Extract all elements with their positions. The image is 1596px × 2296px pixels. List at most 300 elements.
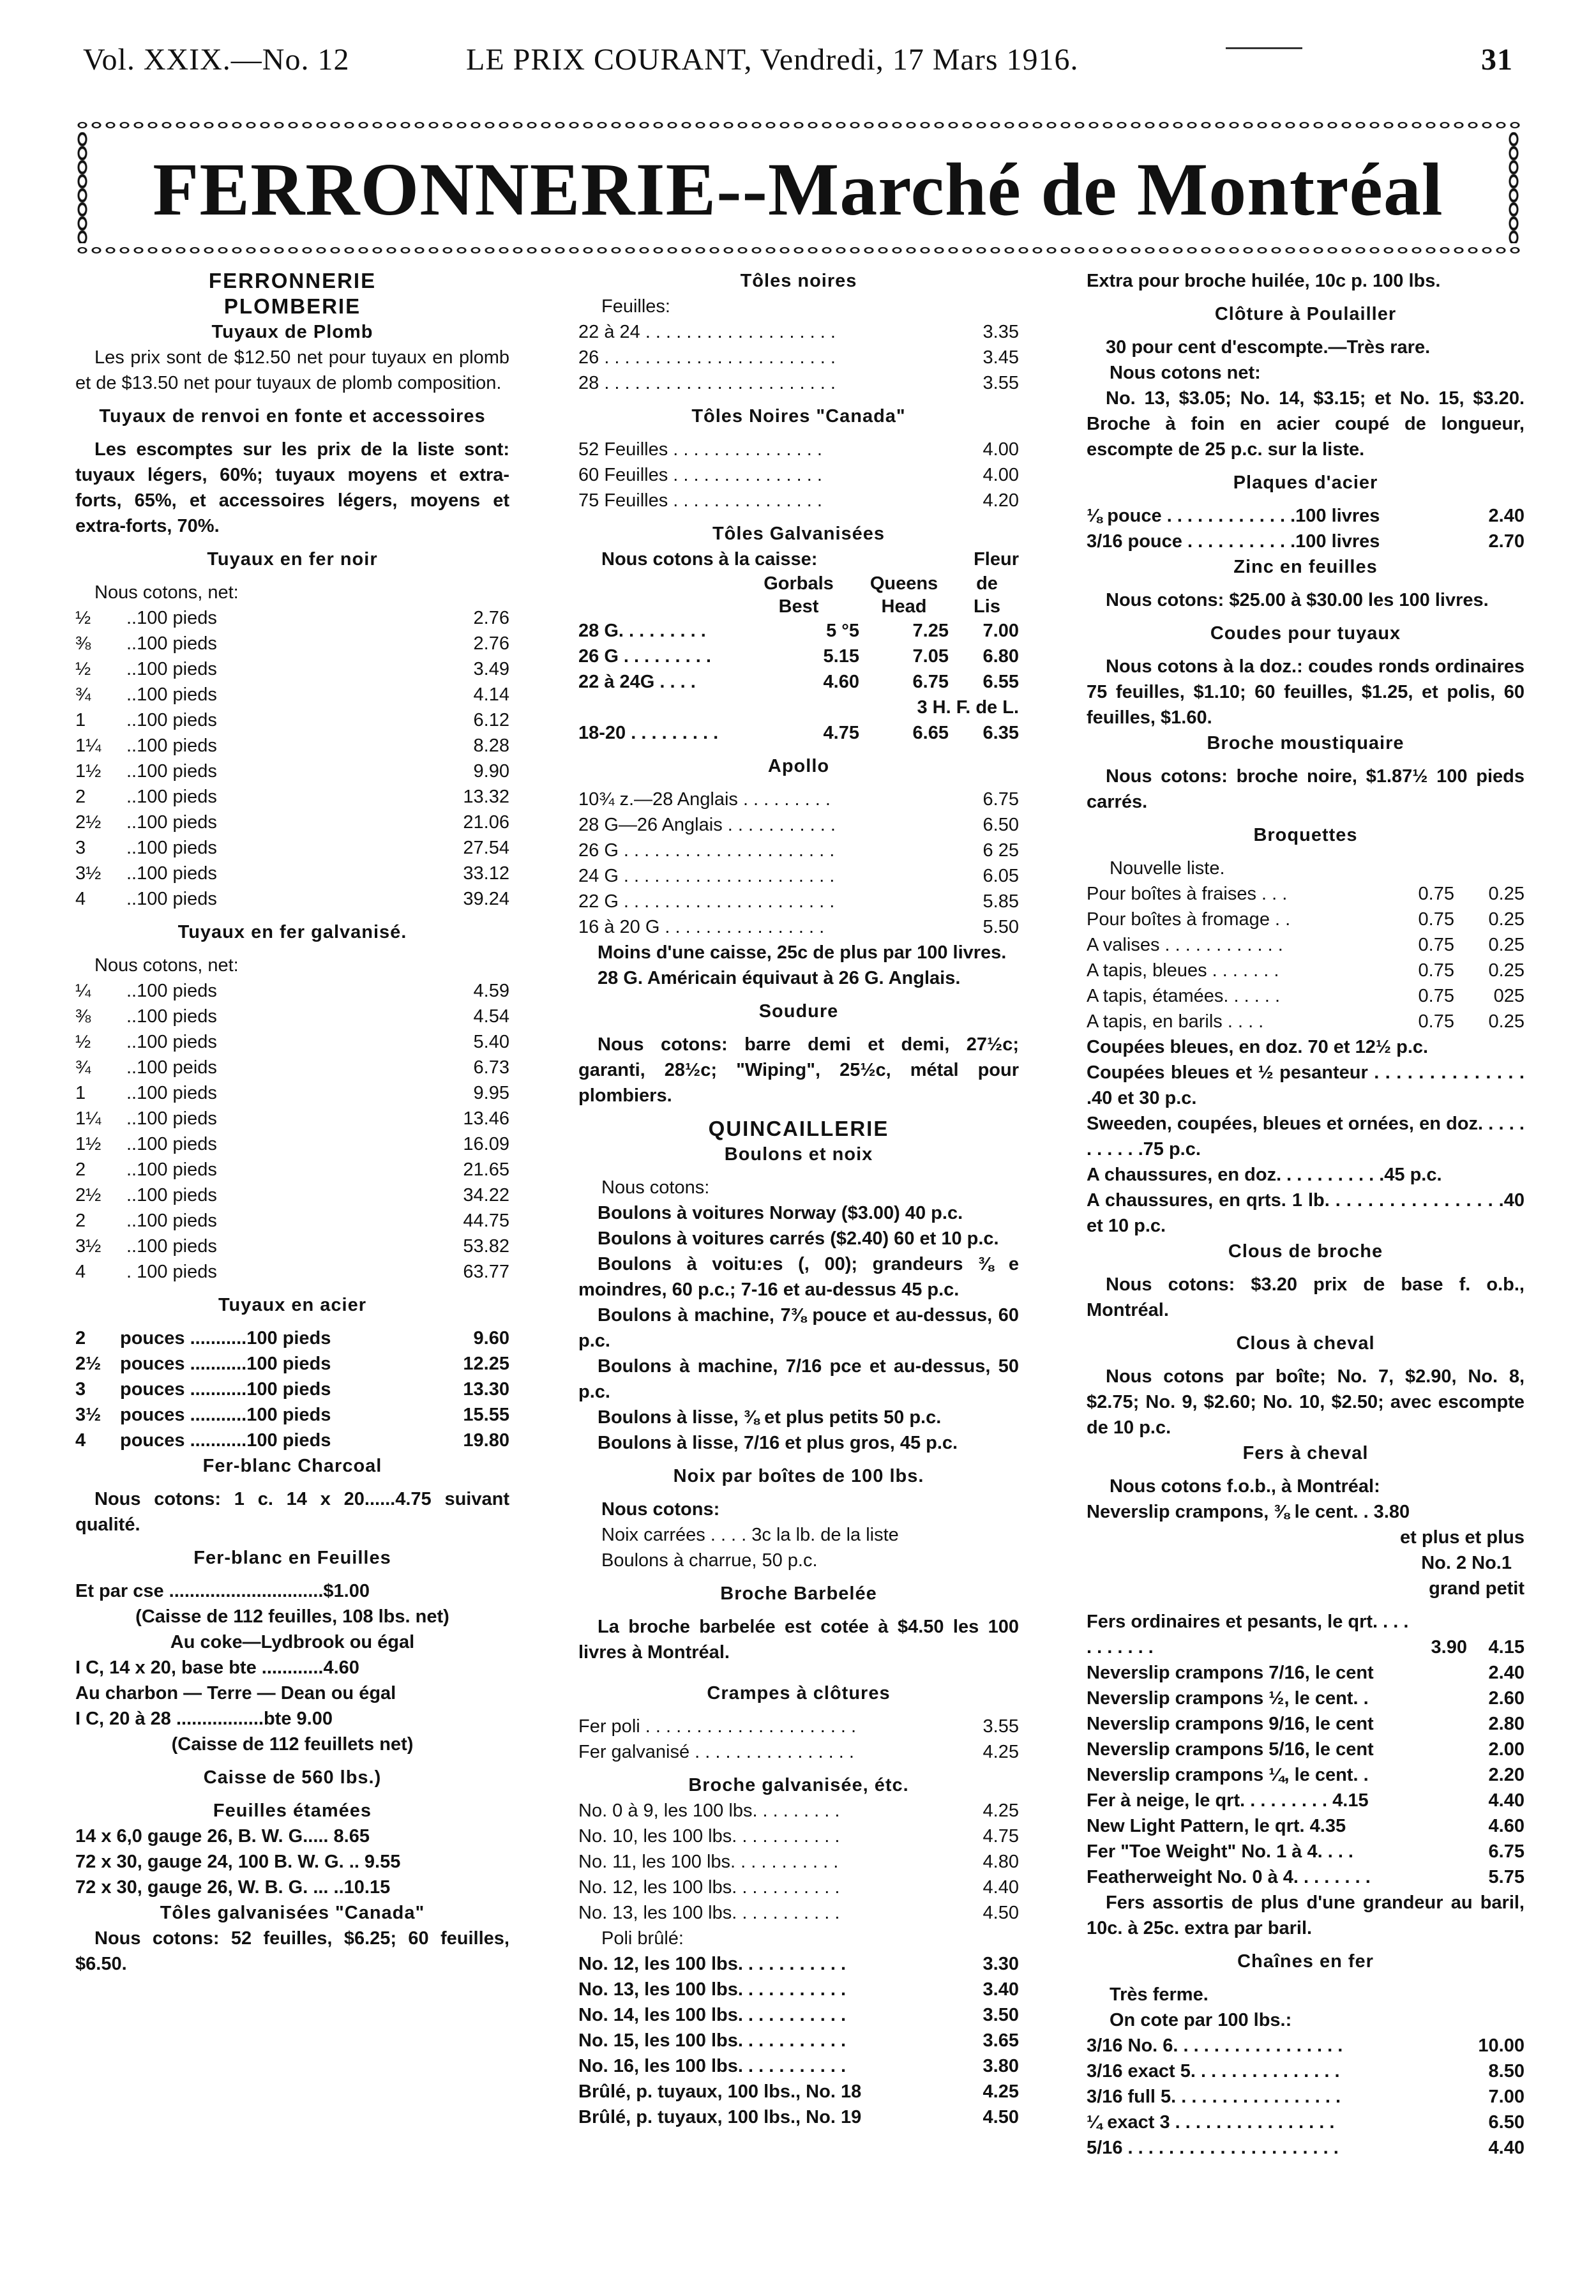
item-label: Fer galvanisé . . . . . . . . . . . . . . . . bbox=[578, 1742, 854, 1762]
broquette-row bbox=[1087, 907, 1524, 932]
item-size: 4 bbox=[75, 889, 86, 909]
item-label: Brûlé, p. tuyaux, 100 lbs., No. 19 bbox=[578, 2107, 862, 2127]
item-price: 34.22 bbox=[463, 1185, 509, 1205]
item-label: No. 10, les 100 lbs. . . . . . . . . . . bbox=[578, 1826, 840, 1847]
price-row bbox=[578, 838, 1019, 863]
heading-zinc: Zinc en feuilles bbox=[1233, 557, 1378, 577]
item-label: 24 G . . . . . . . . . . . . . . . . . . . . . bbox=[578, 866, 835, 886]
journal-title-date: LE PRIX COURANT, Vendredi, 17 Mars 1916. bbox=[466, 43, 1079, 77]
feuilles-line: I C, 20 à 28 .................bte 9.00 bbox=[75, 1709, 333, 1729]
galv-fleur: Fleur bbox=[974, 549, 1019, 570]
text-line: Boulons à lisse, 7/16 et plus gros, 45 p.c. bbox=[598, 1433, 958, 1453]
crampes-list bbox=[578, 1714, 1019, 1765]
item-label: Pour boîtes à fraises . . . bbox=[1087, 884, 1288, 904]
price-row bbox=[75, 978, 509, 1004]
item-price: 4.40 bbox=[1488, 2138, 1524, 2158]
heading-moustiquaire: Broche moustiquaire bbox=[1207, 733, 1404, 753]
item-price: 4.00 bbox=[982, 465, 1019, 485]
item-price: 4.20 bbox=[982, 490, 1019, 511]
price-row bbox=[75, 810, 509, 835]
text-line: Boulons à lisse, ⅜ et plus petits 50 p.c. bbox=[598, 1407, 942, 1428]
galv-col-queens: Queens Head bbox=[870, 573, 938, 617]
broquette-row bbox=[1087, 1009, 1524, 1034]
paragraph-soudure: Nous cotons: barre demi et demi, 27½c; garanti, 28½c; "Wiping", 25½c, métal pour plombiers. bbox=[578, 1034, 1019, 1106]
fers-list bbox=[1087, 1660, 1524, 1788]
item-size: 3½ bbox=[75, 863, 102, 884]
item-size: 1 bbox=[75, 1083, 86, 1103]
paragraph-toles-galv-canada: Nous cotons: 52 feuilles, $6.25; 60 feuilles, $6.50. bbox=[75, 1928, 509, 1974]
galv-queens: 7.25 bbox=[912, 621, 949, 641]
galv-col-gorbals: Gorbals Best bbox=[764, 573, 834, 617]
item-price: 3.65 bbox=[982, 2030, 1019, 2051]
item-price: 2.40 bbox=[1488, 506, 1524, 526]
item-size: ⅜ bbox=[75, 633, 91, 654]
fers-sub: et plus et plus bbox=[1400, 1527, 1524, 1548]
price-row bbox=[578, 1951, 1019, 1977]
item-label: 22 à 24 . . . . . . . . . . . . . . . . . . . bbox=[578, 322, 836, 342]
item-price-a: 0.75 bbox=[1418, 1011, 1454, 1032]
price-row bbox=[75, 682, 509, 707]
price-row bbox=[578, 1977, 1019, 2002]
galv-table-header bbox=[578, 572, 1019, 618]
paragraph-renvoi: Les escomptes sur les prix de la liste sont: tuyaux légers, 60%; tuyaux moyens et extra-forts, 65%, et accessoires légers, moyens et extra-forts, 70%. bbox=[75, 439, 509, 536]
heading-coudes: Coudes pour tuyaux bbox=[1210, 623, 1401, 644]
fers-row: Fer à neige, le qrt. . . . . . . . . 4.15 4.40 bbox=[1087, 1790, 1524, 1811]
banner-title: FERRONNERIE--Marché de Montréal bbox=[153, 147, 1443, 231]
item-size: 2 bbox=[75, 787, 86, 807]
item-size: 2½ bbox=[75, 812, 102, 833]
item-unit: ..100 pieds bbox=[126, 1108, 217, 1129]
poli-brule-label: Poli brûlé: bbox=[601, 1928, 684, 1949]
item-label: ¼ exact 3 . . . . . . . . . . . . . . . . bbox=[1087, 2112, 1335, 2133]
heading-toles-galv-canada: Tôles galvanisées "Canada" bbox=[160, 1903, 425, 1923]
feuilles-line: I C, 14 x 20, base bte ............4.60 bbox=[75, 1658, 359, 1678]
item-price: 33.12 bbox=[463, 863, 509, 884]
item-price: 5.50 bbox=[982, 917, 1019, 937]
item-label: Neverslip crampons ½, le cent. . bbox=[1087, 1688, 1369, 1709]
broquette-row bbox=[1087, 881, 1524, 907]
galv-gauge: 28 G. . . . . . . . . bbox=[578, 621, 706, 641]
price-row bbox=[75, 1208, 509, 1234]
heading-etamees: Feuilles étamées bbox=[213, 1801, 372, 1821]
text-line: A chaussures, en doz. . . . . . . . . . .45 p.c. bbox=[1087, 1165, 1442, 1185]
heading-fers-cheval: Fers à cheval bbox=[1242, 1443, 1369, 1463]
text-line: 72 x 30, gauge 26, W. B. G. ... ..10.15 bbox=[75, 1877, 391, 1898]
item-label: No. 13, les 100 lbs. . . . . . . . . . . bbox=[578, 1903, 840, 1923]
item-unit: ..100 pieds bbox=[126, 812, 217, 833]
item-price: 10.00 bbox=[1478, 2035, 1524, 2056]
item-size: 1½ bbox=[75, 761, 102, 782]
apollo-note: 28 G. Américain équivaut à 26 G. Anglais. bbox=[598, 968, 961, 988]
item-unit: ..100 pieds bbox=[126, 863, 217, 884]
galv-row bbox=[578, 669, 1019, 695]
price-row bbox=[75, 1259, 509, 1285]
paragraph-coudes: Nous cotons à la doz.: coudes ronds ordinaires 75 feuilles, $1.10; 60 feuilles, $1.25, et polis, 60 feuilles, $1.60. bbox=[1087, 656, 1524, 728]
item-price: 9.60 bbox=[473, 1328, 509, 1348]
item-unit: ..100 pieds bbox=[126, 1083, 217, 1103]
heading-feuilles: Fer-blanc en Feuilles bbox=[193, 1548, 391, 1568]
item-unit: ..100 pieds bbox=[126, 710, 217, 730]
price-row bbox=[1087, 1762, 1524, 1788]
fers-note: Fers assortis de plus d'une grandeur au baril, 10c. à 25c. extra par baril. bbox=[1087, 1892, 1524, 1938]
price-row bbox=[1087, 2110, 1524, 2135]
paragraph-moustiquaire: Nous cotons: broche noire, $1.87½ 100 pieds carrés. bbox=[1087, 766, 1524, 812]
price-row bbox=[75, 1182, 509, 1208]
feuilles-line: (Caisse de 112 feuillets net) bbox=[171, 1734, 414, 1755]
price-row bbox=[1087, 1711, 1524, 1737]
galv-gorbals: 5 °5 bbox=[826, 621, 859, 641]
item-price: 7.00 bbox=[1488, 2087, 1524, 2107]
heading-soudure: Soudure bbox=[758, 1001, 839, 1022]
toles-noires-list bbox=[578, 319, 1019, 396]
item-size: ½ bbox=[75, 608, 91, 628]
item-size: 2 bbox=[75, 1328, 86, 1348]
fer-noir-intro: Nous cotons, net: bbox=[94, 582, 239, 603]
fer-galv-price-list bbox=[75, 978, 509, 1285]
item-price: 6.05 bbox=[982, 866, 1019, 886]
galv-gorbals: 4.60 bbox=[823, 672, 859, 692]
apollo-list bbox=[578, 787, 1019, 940]
price-row bbox=[578, 345, 1019, 370]
item-unit: ..100 pieds bbox=[126, 1032, 217, 1052]
price-row bbox=[1087, 529, 1524, 554]
item-label: No. 13, les 100 lbs. . . . . . . . . . . bbox=[578, 1979, 847, 2000]
feuilles-line: (Caisse de 112 feuilles, 108 lbs. net) bbox=[135, 1606, 449, 1627]
price-row bbox=[75, 1106, 509, 1131]
item-label: No. 0 à 9, les 100 lbs. . . . . . . . . bbox=[578, 1801, 840, 1821]
heading-fer-noir: Tuyaux en fer noir bbox=[207, 549, 378, 570]
item-price: 9.95 bbox=[473, 1083, 509, 1103]
item-price-b: 0.25 bbox=[1488, 1011, 1524, 1032]
item-price: 4.25 bbox=[982, 2081, 1019, 2102]
item-size: 3½ bbox=[75, 1405, 102, 1425]
price-row bbox=[578, 1849, 1019, 1875]
item-price: 3.40 bbox=[982, 1979, 1019, 2000]
item-label: No. 15, les 100 lbs. . . . . . . . . . . bbox=[578, 2030, 847, 2051]
broquettes-intro: Nouvelle liste. bbox=[1110, 858, 1225, 879]
item-price: 4.50 bbox=[982, 1903, 1019, 1923]
fers-line: Neverslip crampons, ⅜ le cent. . 3.80 bbox=[1087, 1502, 1410, 1522]
price-row bbox=[1087, 1660, 1524, 1686]
item-price-a: 0.75 bbox=[1418, 986, 1454, 1006]
item-price: 4.00 bbox=[982, 439, 1019, 460]
item-label: 22 G . . . . . . . . . . . . . . . . . . . . . bbox=[578, 891, 835, 912]
item-size: 2½ bbox=[75, 1185, 102, 1205]
item-price: 6.12 bbox=[473, 710, 509, 730]
item-price: 8.28 bbox=[473, 736, 509, 756]
price-row bbox=[578, 2104, 1019, 2130]
etamees-list bbox=[75, 1824, 509, 1900]
heading-noix: Noix par boîtes de 100 lbs. bbox=[673, 1466, 924, 1486]
galv-row bbox=[578, 644, 1019, 669]
price-row bbox=[75, 656, 509, 682]
galv-queens: 7.05 bbox=[912, 646, 949, 667]
item-unit: pouces ...........100 pieds bbox=[120, 1405, 331, 1425]
chain-border-top bbox=[75, 118, 1521, 132]
paragraph-clous-cheval: Nous cotons par boîte; No. 7, $2.90, No. 8, $2.75; No. 9, $2.60; No. 10, $2.50; avec escompte de 10 p.c. bbox=[1087, 1366, 1524, 1438]
item-price: 2.80 bbox=[1488, 1714, 1524, 1734]
price-row bbox=[578, 1714, 1019, 1739]
price-row bbox=[75, 1029, 509, 1055]
paragraph-cloture-2: No. 13, $3.05; No. 14, $3.15; et No. 15, $3.20. Broche à foin en acier coupé de longueur, escompte de 25 p.c. sur la liste. bbox=[1087, 388, 1524, 460]
price-row bbox=[75, 1402, 509, 1428]
fers-row: New Light Pattern, le qrt. 4.35 4.60 bbox=[1087, 1816, 1524, 1836]
item-size: ⅜ bbox=[75, 1006, 91, 1027]
item-price: 8.50 bbox=[1488, 2061, 1524, 2081]
item-label: 60 Feuilles . . . . . . . . . . . . . . . bbox=[578, 465, 822, 485]
item-price: 2.40 bbox=[1488, 1663, 1524, 1683]
item-label: A tapis, bleues . . . . . . . bbox=[1087, 960, 1279, 981]
item-size: 1 bbox=[75, 710, 86, 730]
price-row bbox=[578, 462, 1019, 488]
noix-intro: Nous cotons: bbox=[601, 1499, 720, 1520]
heading-plaques: Plaques d'acier bbox=[1233, 472, 1378, 493]
item-price: 6.75 bbox=[982, 789, 1019, 810]
acier-price-list bbox=[75, 1325, 509, 1453]
item-label: Brûlé, p. tuyaux, 100 lbs., No. 18 bbox=[578, 2081, 862, 2102]
item-price: 44.75 bbox=[463, 1211, 509, 1231]
item-price-b: 0.25 bbox=[1488, 960, 1524, 981]
item-price: 4.40 bbox=[982, 1877, 1019, 1898]
price-row bbox=[1087, 2058, 1524, 2084]
item-label: 10¾ z.—28 Anglais . . . . . . . . . bbox=[578, 789, 831, 810]
item-price: 39.24 bbox=[463, 889, 509, 909]
price-row bbox=[75, 1351, 509, 1377]
cloture-intro: Nous cotons net: bbox=[1110, 363, 1261, 383]
price-row bbox=[75, 707, 509, 733]
poli-brule-list bbox=[578, 1951, 1019, 2130]
price-row bbox=[75, 1377, 509, 1402]
item-price: 6 25 bbox=[982, 840, 1019, 861]
item-label: 26 . . . . . . . . . . . . . . . . . . . . . . . bbox=[578, 347, 836, 368]
item-price: 3.49 bbox=[473, 659, 509, 679]
heading-toles-noires: Tôles noires bbox=[740, 271, 857, 291]
galv-gauge: 22 à 24G . . . . bbox=[578, 672, 696, 692]
item-label: ⅛ pouce . . . . . . . . . . . . .100 livres bbox=[1087, 506, 1380, 526]
price-row bbox=[75, 631, 509, 656]
galv-row bbox=[578, 618, 1019, 644]
fers-intro: Nous cotons f.o.b., à Montréal: bbox=[1110, 1476, 1380, 1497]
item-label: 16 à 20 G . . . . . . . . . . . . . . . . bbox=[578, 917, 825, 937]
item-label: 3/16 pouce . . . . . . . . . . .100 livres bbox=[1087, 531, 1380, 552]
item-price-a: 0.75 bbox=[1418, 935, 1454, 955]
text-line: Boulons à machine, 7⅜ pouce et au-dessus, 60 p.c. bbox=[578, 1305, 1019, 1351]
feuilles-line: Et par cse ..............................$1.00 bbox=[75, 1581, 370, 1601]
volume-number: Vol. XXIX.—No. 12 bbox=[83, 43, 350, 77]
price-row bbox=[75, 1131, 509, 1157]
item-unit: ..100 pieds bbox=[126, 1006, 217, 1027]
price-row bbox=[578, 2053, 1019, 2079]
fers-sub: grand petit bbox=[1429, 1578, 1524, 1599]
heading-quincaillerie: QUINCAILLERIE bbox=[708, 1117, 889, 1140]
item-price: 3.35 bbox=[982, 322, 1019, 342]
item-label: No. 11, les 100 lbs. . . . . . . . . . . bbox=[578, 1852, 839, 1872]
item-unit: ..100 pieds bbox=[126, 1185, 217, 1205]
price-row bbox=[578, 787, 1019, 812]
item-label: 3/16 No. 6. . . . . . . . . . . . . . . . . bbox=[1087, 2035, 1343, 2056]
item-label: No. 12, les 100 lbs. . . . . . . . . . . bbox=[578, 1877, 840, 1898]
heading-boulons: Boulons et noix bbox=[724, 1144, 873, 1165]
heading-toles-galvanisees: Tôles Galvanisées bbox=[712, 524, 885, 544]
price-row bbox=[75, 835, 509, 861]
item-price: 2.76 bbox=[473, 633, 509, 654]
item-price: 21.06 bbox=[463, 812, 509, 833]
item-unit: pouces ...........100 pieds bbox=[120, 1328, 331, 1348]
heading-cloture: Clôture à Poulailler bbox=[1214, 304, 1397, 324]
text-line: Boulons à voitures Norway ($3.00) 40 p.c. bbox=[598, 1203, 963, 1223]
galv-lis: 7.00 bbox=[982, 621, 1019, 641]
item-unit: pouces ...........100 pieds bbox=[120, 1354, 331, 1374]
item-unit: pouces ...........100 pieds bbox=[120, 1379, 331, 1400]
price-row bbox=[75, 733, 509, 759]
galv-table-rows bbox=[578, 618, 1019, 695]
item-price: 4.25 bbox=[982, 1742, 1019, 1762]
page-number: 31 bbox=[1481, 43, 1513, 77]
item-label: No. 12, les 100 lbs. . . . . . . . . . . bbox=[578, 1954, 847, 1974]
heading-barbelee: Broche Barbelée bbox=[720, 1583, 877, 1604]
price-row bbox=[75, 1004, 509, 1029]
text-line: Boulons à machine, 7/16 pce et au-dessus, 50 p.c. bbox=[578, 1356, 1019, 1402]
item-price: 4.80 bbox=[982, 1852, 1019, 1872]
section-banner bbox=[75, 118, 1521, 257]
apollo-note: Moins d'une caisse, 25c de plus par 100 livres. bbox=[598, 942, 1007, 963]
heading-fer-galvanise: Tuyaux en fer galvanisé. bbox=[177, 922, 407, 942]
price-row bbox=[578, 1798, 1019, 1824]
price-row bbox=[578, 812, 1019, 838]
item-size: 2 bbox=[75, 1159, 86, 1180]
item-size: ½ bbox=[75, 1032, 91, 1052]
heading-caisse: Caisse de 560 lbs.) bbox=[203, 1767, 382, 1788]
item-label: A valises . . . . . . . . . . . . bbox=[1087, 935, 1283, 955]
item-price: 5.40 bbox=[473, 1032, 509, 1052]
feuilles-line: Au charbon — Terre — Dean ou égal bbox=[75, 1683, 396, 1703]
price-row bbox=[75, 1234, 509, 1259]
item-price: 6.50 bbox=[982, 815, 1019, 835]
text-line: Boulons à voitu:es (, 00); grandeurs ⅜ e moindres, 60 p.c.; 7-16 et au-dessus 45 p.c. bbox=[578, 1254, 1019, 1300]
item-price: 16.09 bbox=[463, 1134, 509, 1154]
text-line: Sweeden, coupées, bleues et ornées, en doz. . . . . . . . . . .75 p.c. bbox=[1087, 1114, 1524, 1159]
item-label: 3/16 exact 5. . . . . . . . . . . . . . . bbox=[1087, 2061, 1340, 2081]
galv-lis: 6.80 bbox=[982, 646, 1019, 667]
item-price: 2.76 bbox=[473, 608, 509, 628]
item-label: No. 16, les 100 lbs. . . . . . . . . . . bbox=[578, 2056, 847, 2076]
column-1 bbox=[75, 268, 509, 1977]
chaines-list bbox=[1087, 2033, 1524, 2161]
text-line: 72 x 30, gauge 24, 100 B. W. G. .. 9.55 bbox=[75, 1852, 401, 1872]
heading-broche-galv: Broche galvanisée, étc. bbox=[688, 1775, 909, 1795]
price-row bbox=[578, 889, 1019, 914]
item-unit: ..100 pieds bbox=[126, 981, 217, 1001]
price-row bbox=[75, 1055, 509, 1080]
galv-intro-row bbox=[578, 547, 1019, 572]
text-line: Boulons à voitures carrés ($2.40) 60 et 10 p.c. bbox=[598, 1228, 999, 1249]
item-unit: ..100 peids bbox=[126, 1057, 217, 1078]
item-label: 5/16 . . . . . . . . . . . . . . . . . . . . . bbox=[1087, 2138, 1339, 2158]
item-price: 53.82 bbox=[463, 1236, 509, 1257]
heading-clous-broche: Clous de broche bbox=[1228, 1241, 1383, 1262]
item-size: ½ bbox=[75, 659, 91, 679]
fers-row: Featherweight No. 0 à 4. . . . . . . . 5.75 bbox=[1087, 1867, 1524, 1887]
item-unit: ..100 pieds bbox=[126, 787, 217, 807]
item-price: 19.80 bbox=[463, 1430, 509, 1451]
price-row bbox=[75, 1428, 509, 1453]
item-price: 3.55 bbox=[982, 1716, 1019, 1737]
item-price-b: 025 bbox=[1493, 986, 1524, 1006]
item-price: 4.14 bbox=[473, 684, 509, 705]
item-size: 1¼ bbox=[75, 736, 102, 756]
fers-ordinaires-row: Fers ordinaires et pesants, le qrt. . . . . . . . . . . 3.90 4.15 bbox=[1087, 1612, 1524, 1658]
item-price: 4.50 bbox=[982, 2107, 1019, 2127]
item-price: 4.59 bbox=[473, 981, 509, 1001]
heading-ferronnerie: FERRONNERIE bbox=[208, 269, 377, 292]
item-price: 15.55 bbox=[463, 1405, 509, 1425]
chaines-intro: Très ferme. bbox=[1110, 1984, 1208, 2005]
item-label: A tapis, étamées. . . . . . bbox=[1087, 986, 1281, 1006]
item-price: 4.75 bbox=[982, 1826, 1019, 1847]
heading-apollo: Apollo bbox=[767, 756, 830, 776]
chaines-intro: On cote par 100 lbs.: bbox=[1110, 2010, 1292, 2030]
galv-gauge: 26 G . . . . . . . . . bbox=[578, 646, 711, 667]
broche-galv-list bbox=[578, 1798, 1019, 1926]
column-3 bbox=[1087, 268, 1524, 2161]
price-row bbox=[578, 2028, 1019, 2053]
broquettes-notes bbox=[1087, 1034, 1524, 1239]
item-label: Fer poli . . . . . . . . . . . . . . . . . . . . . bbox=[578, 1716, 857, 1737]
item-price: 2.20 bbox=[1488, 1765, 1524, 1785]
heading-tuyaux-plomb: Tuyaux de Plomb bbox=[211, 322, 373, 342]
text-line: Coupées bleues et ½ pesanteur . . . . . . . . . . . . . . .40 et 30 p.c. bbox=[1087, 1062, 1524, 1108]
galv-queens: 6.75 bbox=[912, 672, 949, 692]
chain-border-bottom bbox=[75, 243, 1521, 257]
heading-chaines: Chaînes en fer bbox=[1237, 1951, 1374, 1972]
price-row bbox=[578, 488, 1019, 513]
heading-charcoal: Fer-blanc Charcoal bbox=[202, 1456, 382, 1476]
item-size: 2 bbox=[75, 1211, 86, 1231]
running-head bbox=[77, 42, 1519, 87]
item-label: Neverslip crampons 9/16, le cent bbox=[1087, 1714, 1374, 1734]
item-unit: ..100 pieds bbox=[126, 889, 217, 909]
item-size: ¾ bbox=[75, 684, 91, 705]
item-price: 2.60 bbox=[1488, 1688, 1524, 1709]
galv-hfl-row bbox=[578, 695, 1019, 720]
item-unit: ..100 pieds bbox=[126, 761, 217, 782]
item-label: 75 Feuilles . . . . . . . . . . . . . . . bbox=[578, 490, 822, 511]
fer-galv-intro: Nous cotons, net: bbox=[94, 955, 239, 976]
item-price: 4.25 bbox=[982, 1801, 1019, 1821]
item-label: Pour boîtes à fromage . . bbox=[1087, 909, 1291, 930]
item-unit: ..100 pieds bbox=[126, 1236, 217, 1257]
price-row bbox=[75, 886, 509, 912]
item-unit: ..100 pieds bbox=[126, 1134, 217, 1154]
item-unit: ..100 pieds bbox=[126, 736, 217, 756]
fers-row: Fer "Toe Weight" No. 1 à 4. . . . 6.75 bbox=[1087, 1841, 1524, 1862]
item-size: 3½ bbox=[75, 1236, 102, 1257]
item-price-b: 0.25 bbox=[1488, 935, 1524, 955]
item-price-a: 0.75 bbox=[1418, 909, 1454, 930]
galv-intro: Nous cotons à la caisse: bbox=[601, 549, 818, 570]
item-unit: ..100 pieds bbox=[126, 608, 217, 628]
price-row bbox=[75, 605, 509, 631]
item-label: 3/16 full 5. . . . . . . . . . . . . . . . . bbox=[1087, 2087, 1341, 2107]
price-row bbox=[578, 1739, 1019, 1765]
item-price-a: 0.75 bbox=[1418, 960, 1454, 981]
item-price: 13.46 bbox=[463, 1108, 509, 1129]
column-2 bbox=[578, 268, 1019, 2130]
heading-toles-canada: Tôles Noires "Canada" bbox=[691, 406, 906, 427]
price-row bbox=[578, 370, 1019, 396]
item-size: 4 bbox=[75, 1430, 86, 1451]
item-price: 5.85 bbox=[982, 891, 1019, 912]
